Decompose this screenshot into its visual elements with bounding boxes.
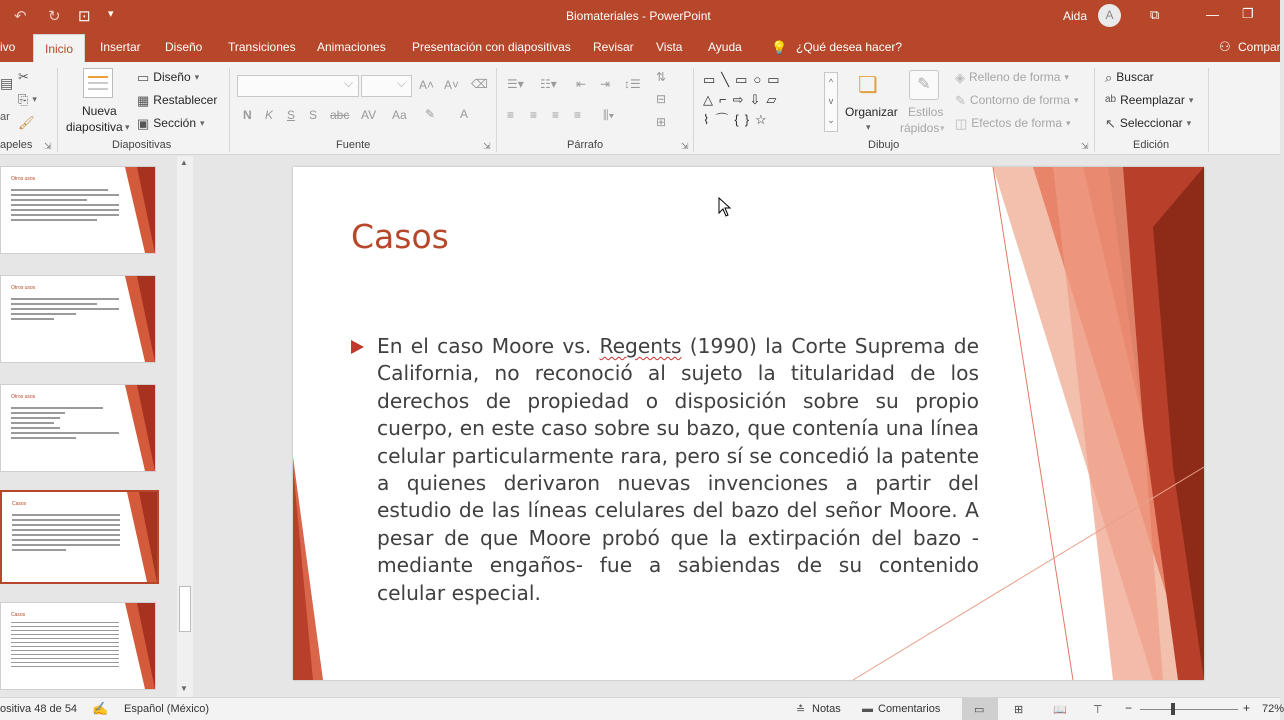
slide-thumbnail-46[interactable] — [0, 384, 156, 472]
slide-canvas[interactable] — [293, 167, 1204, 680]
layout-button[interactable]: ▭ Diseño ▾ — [137, 69, 200, 85]
font-color-icon[interactable]: A — [460, 107, 469, 121]
slideshow-icon[interactable]: ⊤ — [1093, 704, 1103, 716]
thumbnail-title: Otros usos — [11, 394, 36, 400]
quick-styles-label-2[interactable]: rápidos — [900, 121, 940, 135]
scrollbar-thumb[interactable] — [179, 586, 191, 632]
zoom-level[interactable]: 72% — [1262, 703, 1284, 715]
grow-font-icon[interactable]: A˄ — [419, 78, 435, 92]
paragraph-launcher-icon[interactable]: ⇲ — [681, 141, 689, 151]
tell-me-search[interactable]: ¿Qué desea hacer? — [796, 40, 903, 54]
align-center-icon[interactable]: ≡ — [530, 108, 538, 122]
italic-icon[interactable]: K — [265, 108, 274, 122]
tab-insertar[interactable]: Insertar — [100, 40, 141, 54]
slide-thumbnail-45[interactable] — [0, 275, 156, 363]
normal-view-icon[interactable]: ▭ — [974, 704, 985, 716]
present-from-start-icon[interactable]: ⊡ — [78, 8, 91, 25]
slide-counter: ositiva 48 de 54 — [0, 703, 78, 715]
paste-label[interactable]: ar — [0, 111, 10, 123]
share-icon: ⚇ — [1219, 39, 1231, 54]
highlight-icon[interactable]: ✎ — [425, 107, 436, 121]
section-button[interactable]: ▣ Sección ▾ — [137, 115, 205, 131]
quick-styles-dropdown-icon[interactable]: ▾ — [940, 123, 945, 133]
align-left-icon[interactable]: ≡ — [507, 108, 515, 122]
font-name-combo[interactable] — [237, 75, 359, 97]
slide-title[interactable]: Casos — [351, 217, 449, 256]
mouse-cursor-icon — [718, 197, 732, 217]
title-bar — [0, 0, 1280, 32]
thumbnail-title: Casos — [12, 501, 27, 507]
tab-transiciones[interactable]: Transiciones — [228, 40, 296, 54]
zoom-out-button[interactable]: − — [1125, 701, 1133, 715]
tab-ayuda[interactable]: Ayuda — [708, 40, 742, 54]
font-size-combo[interactable] — [361, 75, 412, 97]
shape-effects-button[interactable]: ◫ Efectos de forma ▾ — [955, 115, 1071, 131]
status-bar — [0, 697, 1284, 720]
tab-diseno[interactable]: Diseño — [165, 40, 203, 54]
copy-icon[interactable]: ⎘ ▾ — [18, 92, 37, 107]
columns-icon[interactable]: ⫼▾ — [603, 108, 615, 122]
slide-body-text[interactable]: En el caso Moore vs. Regents (1990) la Corte Suprema de California, no reconoció al sujeto la titularidad de los derechos de propiedad o disposición sobre su propio cuerpo, en este caso sobre su bazo, que contenía una línea celular particularmente rara, pero sí se concedió la patente a quienes derivaron nuevas invenciones a partir del estudio de las líneas celulares del bazo del señor Moore. A pesar de que Moore probó que la extirpación del bazo -mediante engaños- fue a sabiendas de su contenido celular especial. — [377, 334, 980, 605]
spacing-icon[interactable]: AV — [361, 108, 377, 122]
shape-fill-button[interactable]: ◈ Relleno de forma ▾ — [955, 69, 1069, 85]
strikethrough-icon[interactable]: abc — [330, 108, 350, 122]
bullets-icon[interactable]: ☰▾ — [507, 77, 524, 91]
cursor-icon: ↖ — [1105, 115, 1116, 131]
bold-icon[interactable]: N — [243, 108, 252, 122]
group-label-drawing: Dibujo — [868, 139, 900, 151]
find-button[interactable]: ⌕ Buscar — [1105, 69, 1154, 85]
window-title: Biomateriales - PowerPoint — [566, 9, 711, 23]
clipboard-launcher-icon[interactable]: ⇲ — [44, 141, 52, 151]
lightbulb-icon: 💡 — [771, 40, 788, 55]
replace-icon: ab — [1105, 94, 1117, 105]
new-slide-label-2[interactable]: diapositiva — [66, 120, 123, 134]
align-text-icon[interactable]: ⊟ — [656, 92, 667, 106]
fill-icon: ◈ — [955, 69, 965, 85]
comments-icon: ▬ — [862, 703, 873, 715]
language-indicator[interactable]: Español (México) — [124, 703, 209, 715]
bullet-arrow-icon — [351, 340, 364, 354]
decrease-indent-icon[interactable]: ⇤ — [576, 77, 587, 91]
quick-styles-icon[interactable]: ✎ — [909, 70, 939, 100]
reset-button[interactable]: ▦ Restablecer — [137, 92, 218, 108]
user-name[interactable]: Aida — [1063, 9, 1088, 23]
customize-qat-icon[interactable]: ▾ — [108, 8, 114, 20]
tab-animaciones[interactable]: Animaciones — [317, 40, 386, 54]
thumbnail-title: Casos — [11, 612, 26, 618]
outline-icon: ✎ — [955, 92, 966, 108]
spelling-icon[interactable]: ✍ — [92, 701, 109, 716]
quick-styles-label-1[interactable]: Estilos — [908, 105, 944, 119]
slide-thumbnail-44[interactable] — [0, 166, 156, 254]
ribbon — [0, 62, 1280, 155]
smartart-icon[interactable]: ⊞ — [656, 115, 667, 129]
section-icon: ▣ — [137, 115, 150, 131]
format-painter-icon[interactable]: 🖌 — [18, 115, 35, 130]
shadow-icon[interactable]: S — [309, 108, 318, 122]
group-label-clipboard: apeles — [0, 139, 33, 151]
reading-view-icon[interactable]: 📖 — [1053, 704, 1067, 716]
group-label-editing: Edición — [1133, 139, 1170, 151]
cut-icon[interactable]: ✂ — [18, 69, 29, 84]
justify-icon[interactable]: ≡ — [574, 108, 582, 122]
align-right-icon[interactable]: ≡ — [552, 108, 560, 122]
zoom-slider-track[interactable] — [1140, 709, 1238, 710]
reset-icon: ▦ — [137, 92, 150, 108]
increase-indent-icon[interactable]: ⇥ — [600, 77, 611, 91]
shapes-gallery[interactable]: ▭╲▭○▭ △⌐⇨⇩▱ ⌇⌒{}☆ — [703, 72, 786, 127]
slide-sorter-icon[interactable]: ⊞ — [1014, 704, 1024, 716]
line-spacing-icon[interactable]: ↕☰ — [624, 77, 641, 91]
misspelled-word[interactable]: Regents — [599, 334, 682, 358]
slide-thumbnail-48-selected[interactable] — [0, 490, 159, 584]
ribbon-tabs — [0, 32, 1280, 62]
new-slide-dropdown-icon[interactable]: ▾ — [125, 122, 130, 132]
arrange-icon[interactable]: ❏ — [858, 72, 878, 97]
ribbon-display-icon[interactable]: ⧉ — [1150, 7, 1160, 22]
restore-icon[interactable]: ❐ — [1242, 6, 1254, 21]
replace-button[interactable]: ab Reemplazar ▾ — [1105, 93, 1194, 107]
arrange-label[interactable]: Organizar — [845, 105, 898, 119]
layout-icon: ▭ — [137, 69, 150, 85]
numbering-icon[interactable]: ☷▾ — [540, 77, 557, 91]
shape-outline-button[interactable]: ✎ Contorno de forma ▾ — [955, 92, 1079, 108]
search-icon: ⌕ — [1105, 69, 1113, 85]
paste-icon[interactable]: ▤ — [0, 75, 14, 91]
tab-archivo[interactable]: ivo — [0, 40, 16, 54]
change-case-icon[interactable]: Aa — [392, 108, 407, 122]
underline-icon[interactable]: S — [287, 108, 296, 122]
arrange-dropdown-icon[interactable]: ▾ — [866, 122, 871, 132]
thumbnail-title: Otros usos — [11, 176, 36, 182]
font-launcher-icon[interactable]: ⇲ — [483, 141, 491, 151]
undo-icon[interactable]: ↶ — [14, 8, 27, 25]
group-label-paragraph: Párrafo — [567, 139, 604, 151]
tab-vista[interactable]: Vista — [656, 40, 683, 54]
avatar[interactable]: A — [1098, 4, 1121, 27]
redo-icon[interactable]: ↻ — [48, 8, 61, 25]
notes-button[interactable]: Notas — [812, 703, 841, 715]
scroll-up-icon[interactable]: ▲ — [180, 158, 188, 167]
text-direction-icon[interactable]: ⇅ — [656, 70, 667, 84]
tab-inicio[interactable]: Inicio — [33, 34, 85, 62]
zoom-in-button[interactable]: + — [1243, 701, 1251, 715]
group-label-slides: Diapositivas — [112, 139, 172, 151]
slide-thumbnails-pane — [0, 156, 196, 697]
minimize-icon[interactable]: — — [1206, 7, 1219, 22]
share-button[interactable]: Compar — [1238, 40, 1281, 54]
new-slide-label-1[interactable]: Nueva — [82, 104, 117, 118]
drawing-launcher-icon[interactable]: ⇲ — [1081, 141, 1089, 151]
clear-formatting-icon[interactable]: ⌫ — [471, 77, 488, 91]
select-button[interactable]: ↖ Seleccionar ▾ — [1105, 115, 1192, 131]
slide-thumbnail-49[interactable] — [0, 602, 156, 690]
scroll-down-icon[interactable]: ▼ — [180, 684, 188, 693]
shrink-font-icon[interactable]: A˅ — [444, 78, 460, 92]
group-label-font: Fuente — [336, 139, 371, 151]
tab-presentacion[interactable]: Presentación con diapositivas — [412, 40, 571, 54]
thumbnails-scrollbar[interactable] — [177, 156, 193, 697]
tab-revisar[interactable]: Revisar — [593, 40, 634, 54]
new-slide-icon[interactable] — [83, 68, 113, 98]
thumbnail-title: Otros usos — [11, 285, 36, 291]
comments-button[interactable]: Comentarios — [878, 703, 941, 715]
zoom-slider-thumb[interactable] — [1171, 703, 1175, 715]
shapes-scroll-icon[interactable]: ^ v ⌄ — [824, 72, 838, 132]
notes-icon: ≛ — [796, 704, 806, 716]
effects-icon: ◫ — [955, 115, 968, 131]
